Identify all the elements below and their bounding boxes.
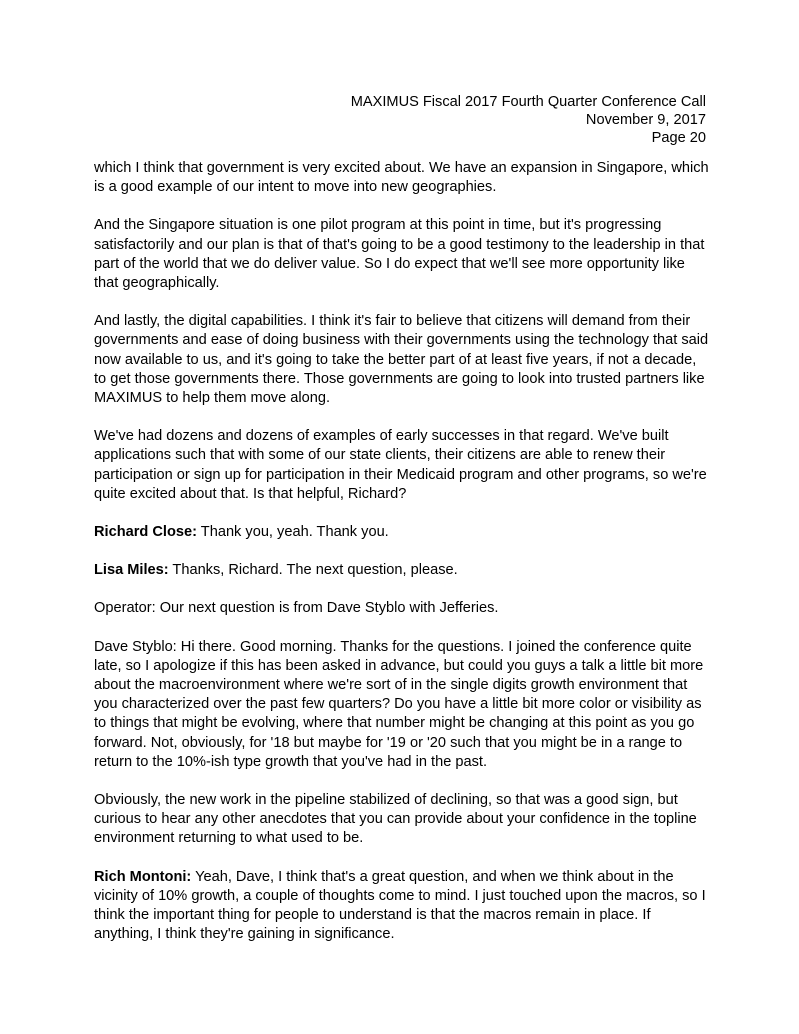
paragraph <box>94 791 710 849</box>
paragraph <box>94 159 710 197</box>
paragraph <box>94 561 710 580</box>
page-header <box>351 93 706 147</box>
speaker-name: Richard Close: <box>94 524 197 541</box>
paragraph-text: Thank you, yeah. Thank you. <box>197 524 389 541</box>
paragraph-text: And the Singapore situation is one pilot program at this point in time, but it's progressing satisfactorily and our plan is that of that's going to be a good testimony to the leadership in that part of the world that we do deliver value. So I do expect that we'll see more opportunity like that geographically. <box>94 217 705 292</box>
paragraph-text: Thanks, Richard. The next question, please. <box>168 562 458 579</box>
paragraph-text: We've had dozens and dozens of examples of early successes in that regard. We've built applications such that with some of our state clients, their citizens are able to renew their participation or sign up for participation in their Medicaid program and other programs, so we're quite excited about that. Is that helpful, Richard? <box>94 428 707 502</box>
paragraph <box>94 427 710 504</box>
paragraph-text: Operator: Our next question is from Dave Styblo with Jefferies. <box>94 600 499 617</box>
paragraph <box>94 216 710 293</box>
paragraph <box>94 638 710 772</box>
speaker-name: Lisa Miles: <box>94 562 169 579</box>
paragraph-text: which I think that government is very excited about. We have an expansion in Singapore, which is a good example of our intent to move into new geographies. <box>94 160 709 196</box>
paragraph-text: Obviously, the new work in the pipeline stabilized of declining, so that was a good sign, but curious to hear any other anecdotes that you can provide about your confidence in the topline environment returning to what used to be. <box>94 792 697 847</box>
page-number: Page 20 <box>651 130 706 146</box>
paragraph <box>94 312 710 408</box>
paragraph <box>94 868 710 945</box>
paragraph <box>94 523 710 542</box>
paragraph <box>94 599 710 618</box>
transcript-body <box>94 159 710 964</box>
document-title: MAXIMUS Fiscal 2017 Fourth Quarter Conference Call <box>350 94 706 110</box>
speaker-name: Rich Montoni: <box>94 868 192 885</box>
document-date: November 9, 2017 <box>585 112 706 128</box>
paragraph-text: Yeah, Dave, I think that's a great question, and when we think about in the vicinity of 10% growth, a couple of thoughts come to mind. I just touched upon the macros, so I think the important thing for people to understand is that the macros remain in place. If anything, I think they're gaining in significance. <box>94 868 706 943</box>
paragraph-text: And lastly, the digital capabilities. I think it's fair to believe that citizens will demand from their governments and ease of doing business with their governments using the technology that said now available to us, and it's going to take the better part of at least five years, if not a decade, to get those governments there. Those governments are going to look into trusted partners like MAXIMUS to help them move along. <box>94 313 709 407</box>
paragraph-text: Dave Styblo: Hi there. Good morning. Thanks for the questions. I joined the conference quite late, so I apologize if this has been asked in advance, but could you guys a talk a little bit more about the macroenvironment where we're sort of in the single digits growth environment that you characterized over the past few quarters? Do you have a little bit more color or visibility as to things that might be evolving, where that number might be changing at this point as you go forward. Not, obviously, for '18 but maybe for '19 or '20 such that you might be in a range to return to the 10%-ish type growth that you've had in the past. <box>94 638 704 770</box>
